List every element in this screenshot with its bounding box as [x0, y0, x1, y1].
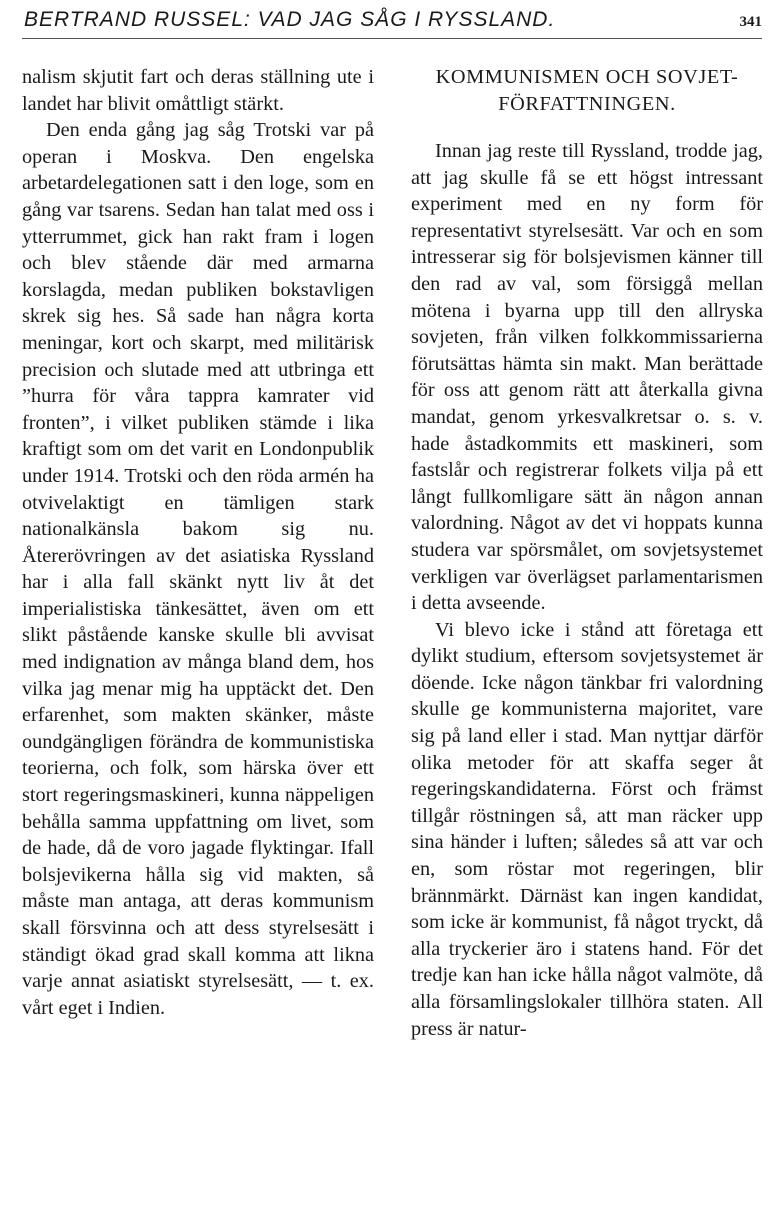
page-number: 341	[739, 14, 762, 30]
right-paragraph-dying-system: Vi blevo icke i stånd att företaga ett dylikt studium, eftersom sovjetsystemet är döende. Icke någon tänkbar fri valordning skulle ge kommunisterna majoritet, vare sig på land eller i stad. Man nyttjar därför olika metoder för att skaffa seger åt regeringskandidaterna. Först och främst tillgår röstningen så, att man räcker upp sina händer i luften; således så att var och en, som röstar mot regeringen, blir brännmärkt. Därnäst kan ingen kandidat, som icke är kommunist, få något tryckt, då alla tryckerier äro i statens hand. För det tredje kan han icke hålla något valmöte, då alla församlingslokaler tillhöra staten. All press är natur-	[411, 618, 763, 1040]
left-column	[22, 64, 374, 1021]
right-paragraph-expectation: Innan jag reste till Ryssland, trodde jag, att jag skulle få se ett högst intressant experiment med en ny form för representativt styrelsesätt. Var och en som intresserar sig för bolsjevismen känner till den rad av val, som försiggå mellan mötena i byarna upp till den allryska sovjeten, från vilken folkkommissarierna förutsättas hämta sin makt. Man berättade för oss att genom rätt att återkalla givna mandat, genom yrkesvalkretsar o. s. v. hade åstadkommits ett maskineri, som fastslår och registrerar folkets vilja på ett långt fullkomligare sätt än någon annan valordning. Något av det vi hoppats kunna studera var spörsmålet, om sovjetsystemet verkligen var överlägset parlamentarismen i detta avseende.	[411, 140, 763, 615]
left-paragraph-continuation: nalism skjutit fart och deras ställning ute i landet har blivit omåttligt stärkt.	[22, 66, 374, 115]
right-column	[411, 64, 763, 1042]
section-heading	[411, 64, 763, 118]
running-title: BERTRAND RUSSEL: VAD JAG SÅG I RYSSLAND.	[24, 8, 556, 31]
left-paragraph-trotski: Den enda gång jag såg Trotski var på operan i Moskva. Den engelska arbetardelegationen satt i den loge, som en gång var tsarens. Sedan han talat med oss i ytterrummet, gick han rakt fram i logen och blev stående där med armarna korslagda, medan publiken bokstavligen skrek sig hes. Så sade han några korta meningar, kort och skarpt, med militärisk precision och slutade med att utbringa ett ”hurra för våra tappra kamrater vid fronten”, i vilket publiken stämde i lika kraftigt som om det varit en Londonpublik under 1914. Trotski och den röda armén ha otvivelaktigt en tämligen stark nationalkänsla bakom sig nu. Återerövringen av det asiatiska Ryssland har i alla fall skänkt nytt liv åt det imperialistiska tänkesättet, även om ett slikt påstående kanske skulle bli avvisat med indignation av många bland dem, hos vilka jag menar mig ha upptäckt det. Den erfarenhet, som makten skänker, måste oundgängligen förändra de kommunistiska teorierna, och folk, som härska över ett stort regeringsmaskineri, kunna näppeligen behålla samma uppfattning om livet, som de hade, då de voro jagade flyktingar. Ifall bolsjevikerna hålla sig vid makten, så måste man antaga, att deras kommunism skall försvinna och att dess styrelsesätt i ständigt ökad grad skall komma att likna varje annat asiatiskt styrelsesätt, — t. ex. vårt eget i Indien.	[22, 119, 374, 1019]
running-header	[22, 4, 762, 39]
section-heading-line-2: FÖRFATTNINGEN.	[498, 93, 676, 115]
section-heading-line-1: KOMMUNISMEN OCH SOVJET-	[435, 66, 739, 88]
